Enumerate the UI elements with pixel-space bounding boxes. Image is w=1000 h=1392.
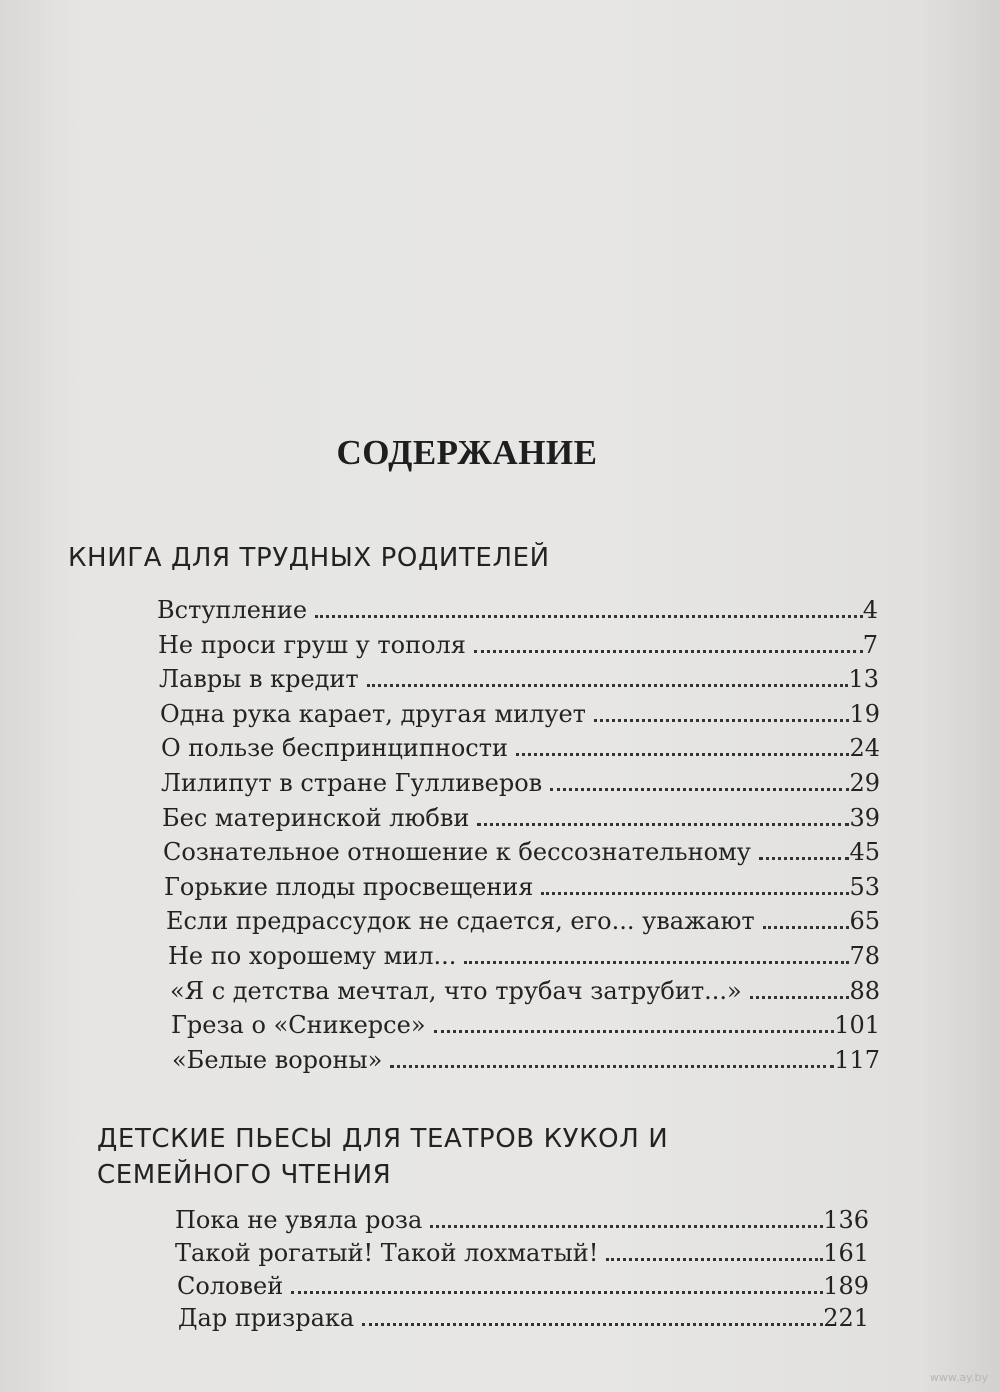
toc-entry-title: Бес материнской любви (162, 803, 470, 832)
toc-dot-leader (434, 1030, 835, 1033)
toc-entry-title: «Я с детства мечтал, что трубач затрубит...» (170, 976, 742, 1005)
toc-entry-title: Лавры в кредит (159, 665, 359, 694)
toc-entry (160, 700, 880, 735)
toc-entry (175, 1206, 869, 1239)
toc-entry-title: «Белые вороны» (172, 1045, 383, 1074)
toc-list-plays (175, 1206, 869, 1337)
toc-entry-page: 13 (848, 665, 879, 694)
section-heading-line: СЕМЕЙНОГО ЧТЕНИЯ (97, 1160, 392, 1190)
toc-entry-title: Если предрассудок не сдается, его... уважают (166, 907, 755, 936)
toc-entry-title: О пользе беспринципности (161, 734, 509, 763)
toc-entry-page: 45 (849, 838, 880, 867)
toc-dot-leader (291, 1291, 823, 1294)
toc-entry-title: Пока не увяла роза (175, 1206, 423, 1234)
toc-entry (178, 1304, 869, 1337)
toc-entry (168, 942, 880, 977)
toc-entry (161, 769, 880, 804)
toc-entry-page: 53 (849, 872, 880, 901)
toc-entry-title: Горькие плоды просвещения (164, 872, 534, 901)
toc-dot-leader (550, 788, 849, 791)
toc-entry (159, 665, 879, 700)
toc-dot-leader (362, 1323, 823, 1326)
toc-dot-leader (367, 684, 849, 687)
toc-entry-title: Греза о «Сникерсе» (171, 1011, 426, 1040)
toc-entry-title: Не по хорошему мил... (168, 941, 457, 970)
toc-dot-leader (474, 650, 863, 653)
toc-dot-leader (606, 1258, 823, 1261)
toc-entry-page: 101 (834, 1011, 880, 1040)
toc-dot-leader (315, 615, 863, 618)
toc-dot-leader (541, 892, 849, 895)
toc-entry-page: 24 (849, 734, 880, 763)
toc-dot-leader (759, 857, 850, 860)
toc-entry-title: Одна рука карает, другая милует (160, 699, 586, 728)
toc-list-parents (157, 596, 879, 1080)
toc-entry (157, 596, 878, 631)
toc-entry (161, 734, 880, 769)
page-title: СОДЕРЖАНИЕ (336, 433, 598, 472)
toc-entry (177, 1272, 869, 1305)
toc-entry-page: 88 (849, 976, 880, 1005)
toc-entry-title: Не проси груш у тополя (158, 630, 466, 659)
toc-entry (162, 804, 880, 839)
section-heading-line: КНИГА ДЛЯ ТРУДНЫХ РОДИТЕЛЕЙ (68, 543, 550, 573)
toc-entry-page: 117 (834, 1045, 880, 1074)
toc-dot-leader (516, 753, 849, 756)
toc-entry (163, 838, 880, 873)
toc-entry (158, 631, 878, 666)
section-heading-parents (68, 540, 550, 576)
toc-dot-leader (390, 1065, 834, 1068)
toc-dot-leader (594, 719, 850, 722)
toc-entry (166, 907, 880, 942)
toc-entry-page: 65 (849, 907, 880, 936)
section-heading-line: ДЕТСКИЕ ПЬЕСЫ ДЛЯ ТЕАТРОВ КУКОЛ И (97, 1124, 669, 1154)
toc-entry-page: 4 (862, 596, 878, 624)
toc-entry-title: Вступление (157, 596, 308, 624)
toc-entry-title: Лилипут в стране Гулливеров (161, 768, 543, 797)
toc-entry-page: 7 (862, 630, 878, 659)
toc-dot-leader (750, 996, 850, 999)
toc-entry-title: Соловей (177, 1271, 284, 1300)
toc-entry-title: Дар призрака (178, 1304, 355, 1333)
toc-entry-page: 189 (823, 1271, 869, 1300)
toc-entry-title: Такой рогатый! Такой лохматый! (175, 1238, 599, 1267)
toc-entry-title: Сознательное отношение к бессознательному (163, 838, 751, 867)
toc-entry (175, 1239, 869, 1272)
toc-dot-leader (430, 1225, 823, 1228)
toc-dot-leader (763, 926, 850, 929)
toc-entry-page: 39 (849, 803, 880, 832)
toc-entry-page: 78 (849, 941, 880, 970)
watermark: www.ay.by (929, 1371, 988, 1384)
section-heading-plays (97, 1121, 668, 1193)
toc-entry-page: 19 (849, 699, 880, 728)
toc-dot-leader (464, 961, 849, 964)
toc-entry-page: 161 (823, 1238, 869, 1267)
toc-entry (170, 977, 880, 1012)
toc-entry-page: 136 (823, 1206, 869, 1234)
toc-entry-page: 29 (849, 768, 880, 797)
toc-entry (164, 873, 880, 908)
toc-entry (172, 1046, 880, 1081)
toc-entry-page: 221 (823, 1304, 869, 1333)
toc-dot-leader (477, 823, 849, 826)
toc-entry (171, 1011, 880, 1046)
